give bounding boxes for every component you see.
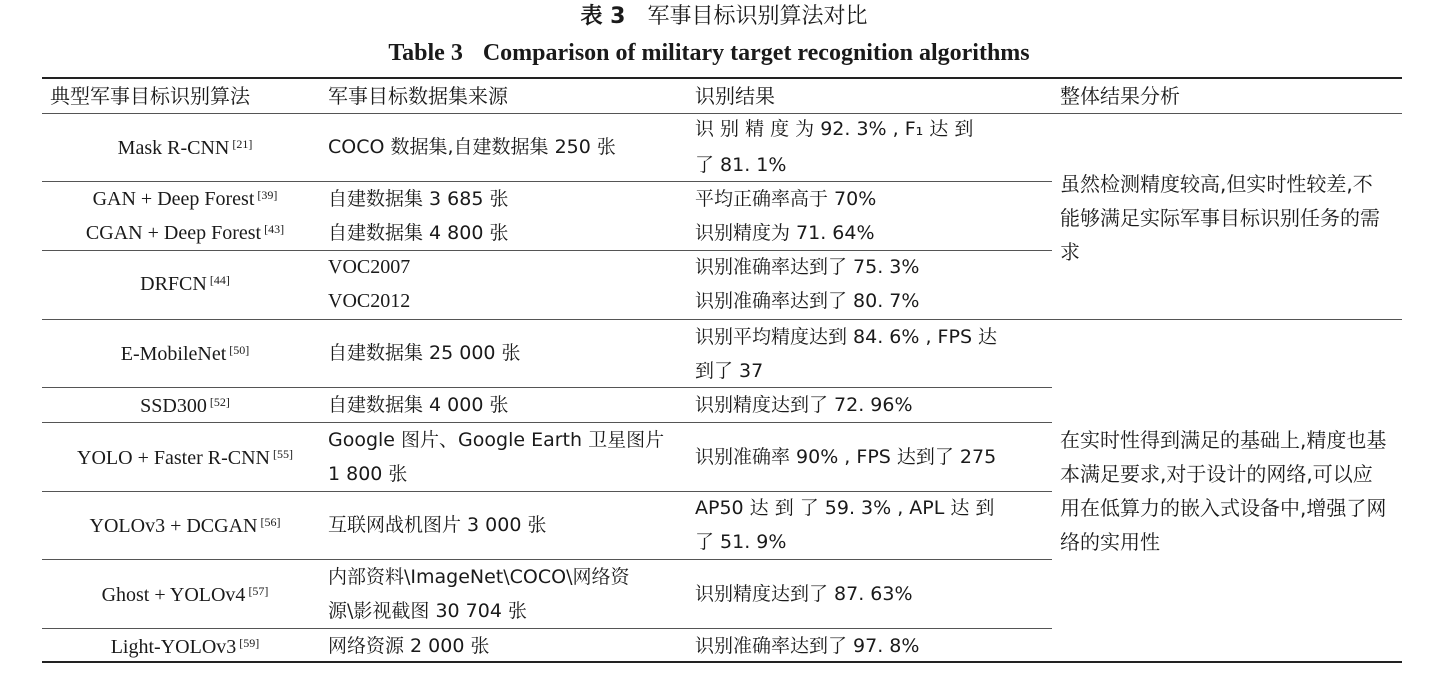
caption-cn-title: 军事目标识别算法对比 — [647, 4, 868, 29]
reference-marker: [57] — [248, 584, 269, 598]
dataset-cell: Google 图片、Google Earth 卫星图片 — [328, 429, 665, 451]
dataset-cell: 内部资料\ImageNet\COCO\网络资 — [328, 566, 630, 588]
caption-en-label: Table 3 — [388, 40, 463, 66]
analysis-group-1: 虽然检测精度较高,但实时性较差,不能够满足实际军事目标识别任务的需求 — [1060, 172, 1380, 264]
row-divider — [42, 181, 1052, 182]
dataset-cell: 自建数据集 4 800 张 — [328, 222, 509, 244]
header-algorithm: 典型军事目标识别算法 — [50, 84, 250, 108]
result-cell-line2: 识别准确率达到了 80. 7% — [695, 290, 920, 312]
caption-cn — [0, 2, 1448, 32]
row-divider — [42, 628, 1052, 629]
result-cell: AP50 达 到 了 59. 3% , APL 达 到 — [695, 497, 995, 519]
result-cell: 识别精度为 71. 64% — [695, 222, 875, 244]
caption-cn-label: 表 3 — [580, 4, 626, 29]
reference-marker: [44] — [209, 273, 230, 287]
dataset-cell: COCO 数据集,自建数据集 250 张 — [328, 136, 616, 158]
result-cell: 识别准确率达到了 97. 8% — [695, 635, 920, 657]
algorithm-label: Mask R-CNN — [117, 137, 230, 159]
algorithm-name — [42, 184, 328, 214]
group-divider — [42, 319, 1402, 320]
reference-marker: [59] — [239, 636, 260, 650]
header-analysis: 整体结果分析 — [1060, 84, 1180, 108]
result-cell: 识 别 精 度 为 92. 3% , F₁ 达 到 — [695, 118, 974, 140]
row-divider — [42, 387, 1052, 388]
result-cell: 识别精度达到了 72. 96% — [695, 394, 913, 416]
analysis-group-2: 在实时性得到满足的基础上,精度也基本满足要求,对于设计的网络,可以应用在低算力的嵌入式设备中,增强了网络的实用性 — [1060, 428, 1387, 554]
caption-en — [0, 38, 1418, 68]
reference-marker: [52] — [209, 395, 230, 409]
dataset-cell: 互联网战机图片 3 000 张 — [328, 514, 547, 536]
dataset-cell: 自建数据集 4 000 张 — [328, 394, 509, 416]
row-divider — [42, 422, 1052, 423]
row-divider — [42, 559, 1052, 560]
reference-marker: [56] — [260, 515, 281, 529]
result-cell: 识别准确率 90% , FPS 达到了 275 — [695, 446, 997, 468]
algorithm-label: DRFCN — [140, 273, 207, 295]
header-dataset: 军事目标数据集来源 — [328, 84, 508, 108]
algorithm-label: SSD300 — [140, 395, 207, 417]
algorithm-name — [42, 511, 328, 541]
result-cell: 识别精度达到了 87. 63% — [695, 583, 913, 605]
reference-marker: [43] — [264, 222, 285, 236]
algorithm-label: Light-YOLOv3 — [110, 636, 237, 658]
algorithm-name — [42, 339, 328, 369]
algorithm-label: YOLOv3 + DCGAN — [89, 515, 258, 537]
reference-marker: [21] — [232, 137, 253, 151]
result-cell: 平均正确率高于 70% — [695, 188, 877, 210]
algorithm-label: CGAN + Deep Forest — [85, 222, 262, 244]
dataset-cell: VOC2007 — [328, 256, 411, 278]
reference-marker: [55] — [272, 447, 293, 461]
result-cell-line2: 了 81. 1% — [695, 154, 787, 176]
algorithm-name — [42, 580, 328, 610]
algorithm-label: E-MobileNet — [120, 343, 227, 365]
result-cell: 识别准确率达到了 75. 3% — [695, 256, 920, 278]
result-cell-line2: 了 51. 9% — [695, 531, 787, 553]
dataset-cell: 自建数据集 25 000 张 — [328, 342, 521, 364]
algorithm-label: YOLO + Faster R-CNN — [77, 447, 270, 469]
reference-marker: [39] — [257, 188, 278, 202]
dataset-cell-line2: 源\影视截图 30 704 张 — [328, 600, 527, 622]
algorithm-name — [42, 218, 328, 248]
caption-en-title: Comparison of military target recognition algorithms — [482, 40, 1030, 66]
dataset-cell: 网络资源 2 000 张 — [328, 635, 490, 657]
algorithm-name — [42, 443, 328, 473]
algorithm-name — [42, 632, 328, 662]
algorithm-label: Ghost + YOLOv4 — [101, 584, 246, 606]
result-cell: 识别平均精度达到 84. 6% , FPS 达 — [695, 326, 998, 348]
result-cell-line2: 到了 37 — [695, 360, 764, 382]
algorithm-name — [42, 269, 328, 299]
dataset-cell: 自建数据集 3 685 张 — [328, 188, 509, 210]
algorithm-name — [42, 391, 328, 421]
header-result: 识别结果 — [695, 84, 775, 108]
algorithm-name — [42, 133, 328, 163]
algorithm-label: GAN + Deep Forest — [92, 188, 255, 210]
top-rule — [42, 77, 1402, 79]
dataset-cell-line2: VOC2012 — [328, 290, 411, 312]
reference-marker: [50] — [229, 343, 250, 357]
dataset-cell-line2: 1 800 张 — [328, 463, 408, 485]
